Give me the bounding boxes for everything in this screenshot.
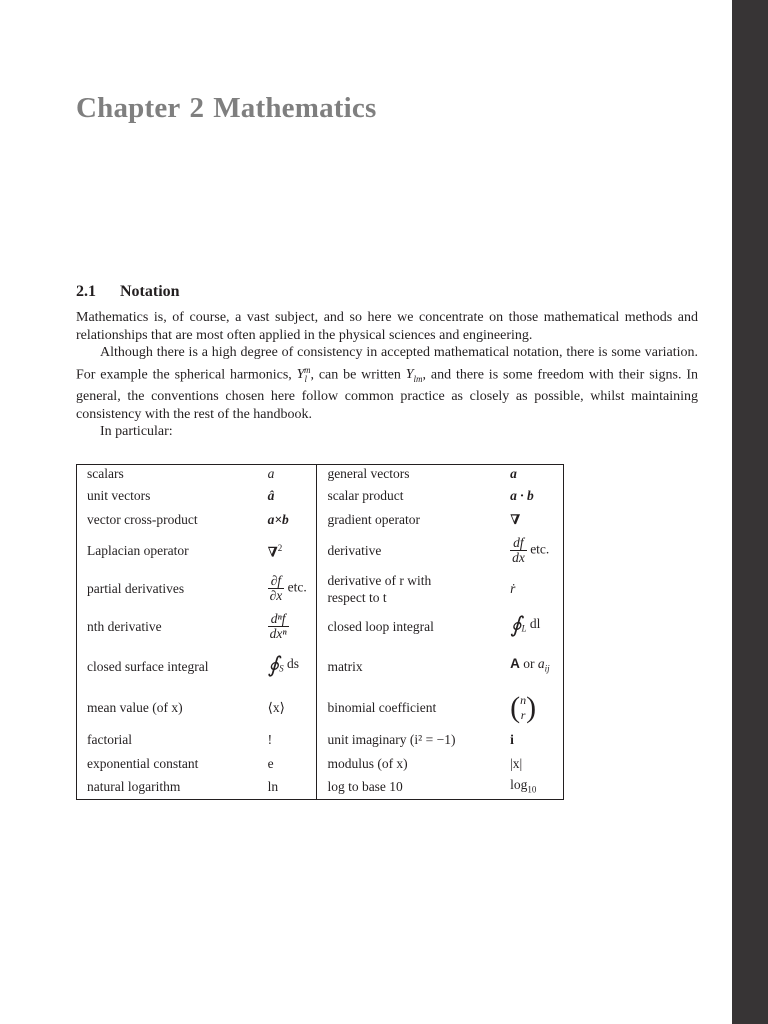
intro-paragraph-2-part-c: , and there is some freedom with their signs. In general, the conventions chosen here follow common practice as closely as possible, whilst maintaining consistency with the rest of the handbook. <box>76 367 699 422</box>
notation-label: scalar product <box>327 487 404 503</box>
notation-symbol: $∮_S$ ds <box>258 646 317 688</box>
notation-symbol: |x| <box>510 755 523 771</box>
spherical-harmonic-symbol-2: $Y_{lm}$ <box>405 367 423 384</box>
notation-symbol: $\log_{10}$ <box>510 776 537 795</box>
notation-label: scalars <box>87 466 124 482</box>
notation-symbol: $\frac{\partial f}{\partial x}$ etc. <box>258 570 317 608</box>
notation-label: nth derivative <box>87 618 162 634</box>
derivative-fraction: $\frac{df}{dx}$ <box>512 535 525 565</box>
notation-symbol: $\frac{df}{dx}$ etc. <box>512 535 550 565</box>
partial-derivative-fraction: $\frac{\partial f}{\partial x}$ <box>269 573 283 603</box>
intro-text <box>76 309 698 441</box>
notation-label: matrix <box>327 658 363 674</box>
closed-loop-integral-icon: ∮ <box>510 612 522 638</box>
notation-label: partial derivatives <box>87 580 185 596</box>
notation-symbol <box>500 688 563 728</box>
notation-symbol <box>258 608 317 646</box>
notation-symbol: i <box>510 731 514 747</box>
notation-symbol: a <box>510 466 517 482</box>
notation-label: general vectors <box>327 466 410 482</box>
table-row <box>77 752 564 776</box>
intro-paragraph-2-part-a: Although there is a high degree of consistency in accepted mathematical notation, there is some variation. For example the spherical harmonics, <box>76 345 698 383</box>
table-row <box>77 728 564 752</box>
notation-label: closed loop integral <box>327 618 434 634</box>
chapter-number: 2 <box>189 92 205 124</box>
chapter-name: Mathematics <box>213 92 377 124</box>
binomial-bracket: ( <box>510 690 521 724</box>
notation-symbol: ∇ <box>510 511 521 527</box>
notation-label: exponential constant <box>87 755 199 771</box>
notation-symbol: â <box>258 484 317 508</box>
notation-label: log to base 10 <box>327 779 403 795</box>
notation-symbol: a <box>258 465 317 484</box>
notation-label: mean value (of x) <box>87 699 183 715</box>
notation-symbol: $∮_L$ dl <box>510 612 541 638</box>
chapter-label: Chapter <box>76 92 181 124</box>
notation-label: closed surface integral <box>87 658 209 674</box>
notation-symbol: ṙ <box>510 580 516 596</box>
notation-symbol: a×b <box>258 508 317 532</box>
notation-label: binomial coefficient <box>327 699 437 715</box>
notation-symbol: A or $a_{ij}$ <box>510 656 550 674</box>
side-bar <box>732 0 768 1024</box>
notation-label: derivative of r with respect to t <box>327 572 432 605</box>
notation-label: unit vectors <box>87 487 151 503</box>
chapter-title <box>76 92 376 125</box>
intro-paragraph-2 <box>76 344 698 423</box>
notation-symbol: ⟨x⟩ <box>258 688 317 728</box>
table-row <box>77 570 564 608</box>
table-row <box>77 688 564 728</box>
table-row <box>77 465 564 484</box>
notation-label: derivative <box>327 542 382 558</box>
table-row <box>77 508 564 532</box>
notation-label: Laplacian operator <box>87 542 189 558</box>
notation-label: factorial <box>87 731 132 747</box>
notation-label: vector cross-product <box>87 511 198 527</box>
notation-table <box>76 464 564 800</box>
intro-paragraph-1: Mathematics is, of course, a vast subject, and so here we concentrate on those mathematical methods and relationships that are most often applied in the physical sciences and engineering. <box>76 310 698 343</box>
closed-surface-integral-icon: ∮ <box>267 652 280 678</box>
table-row <box>77 646 564 688</box>
notation-label: unit imaginary (i² = −1) <box>327 731 456 747</box>
binomial-coefficient: n r <box>520 692 527 722</box>
notation-label: modulus (of x) <box>327 755 408 771</box>
section-number: 2.1 <box>76 283 96 300</box>
table-row <box>77 776 564 800</box>
intro-paragraph-3: In particular: <box>100 424 173 440</box>
section-heading <box>76 283 180 301</box>
notation-label: natural logarithm <box>87 779 181 795</box>
binomial-bracket: ) <box>526 690 537 724</box>
notation-symbol: ln <box>258 776 317 800</box>
table-row <box>77 608 564 646</box>
notation-symbol: ∇$^2$ <box>258 532 317 570</box>
table-row <box>77 532 564 570</box>
notation-symbol: a · b <box>510 487 534 503</box>
intro-paragraph-2-part-b: , can be written <box>310 367 406 383</box>
notation-symbol: e <box>258 752 317 776</box>
table-row <box>77 484 564 508</box>
notation-label: gradient operator <box>327 511 421 527</box>
section-title: Notation <box>120 283 180 300</box>
spherical-harmonic-symbol-1: $Y_l^m$ <box>296 364 311 384</box>
notation-symbol: ! <box>258 728 317 752</box>
nth-derivative-fraction: $\frac{\text{dⁿf}}{\text{dxⁿ}}$ <box>269 611 287 641</box>
